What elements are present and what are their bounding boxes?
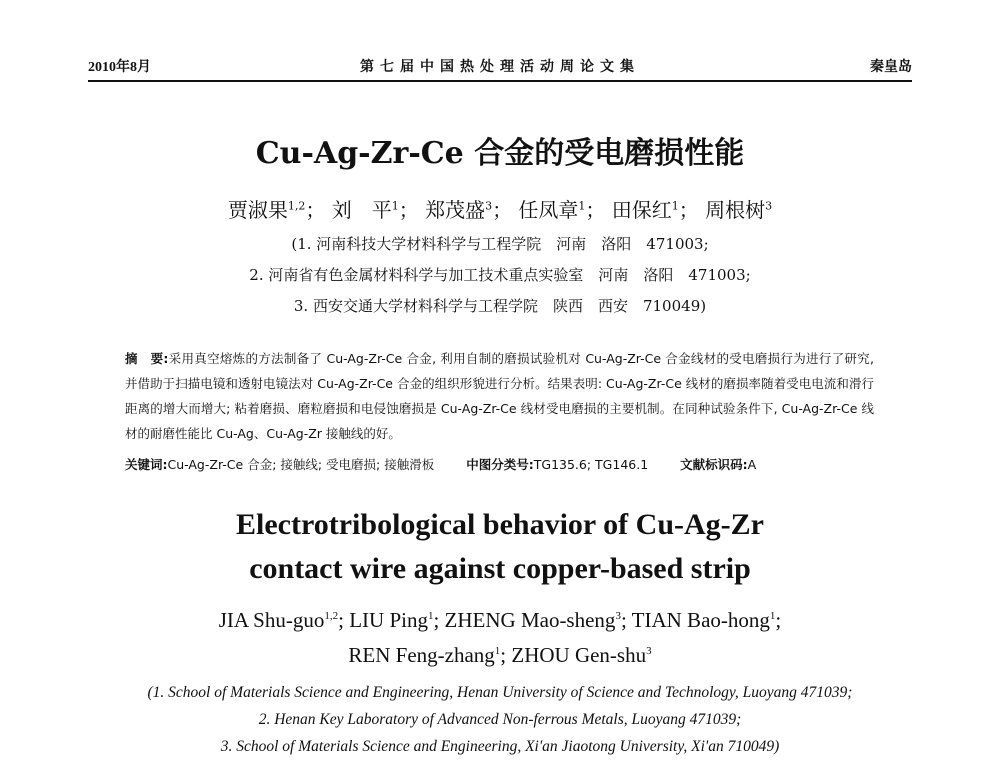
author-cn: 郑茂盛 — [425, 198, 486, 222]
author-en: ZHENG Mao-sheng — [444, 608, 616, 632]
keywords-text: Cu-Ag-Zr-Ce 合金; 接触线; 受电磨损; 接触滑板 — [167, 457, 435, 472]
authors-en-line1: JIA Shu-guo$^{1,2}$; LIU Ping$^1$; ZHENG Mao-sheng$^3$; TIAN Bao-hong$^1$; — [218, 608, 782, 632]
abstract-cn — [125, 346, 874, 446]
author-sup: 1 — [671, 199, 679, 213]
author-en: TIAN Bao-hong — [631, 608, 770, 632]
abstract-label: 摘 要: — [125, 351, 169, 366]
author-sup: 1,2 — [324, 610, 339, 622]
author-sup: 3 — [615, 610, 621, 622]
author-en: LIU Ping — [349, 608, 428, 632]
affiliation-en-2: 2. Henan Key Laboratory of Advanced Non-ferrous Metals, Luoyang 471039; — [258, 711, 742, 728]
author-sup: 1 — [494, 645, 501, 657]
author-cn: 周根树 — [705, 198, 766, 222]
author-sup: 3 — [765, 199, 773, 213]
abstract-text: 采用真空熔炼的方法制备了 Cu-Ag-Zr-Ce 合金, 利用自制的磨损试验机对 Cu-Ag-Zr-Ce 合金线材的受电磨损行为进行了研究, 并借助于扫描电镜和透射电镜法对 Cu-Ag-Zr-Ce 合金的组织形貌进行分析。结果表明: Cu-Ag-Zr-Ce 线材的磨损率随着受电电流和滑行距离的增大而增大; 粘着磨损、磨粒磨损和电侵蚀磨损是 Cu-Ag-Zr-Ce 线材受电磨损的主要机制。在同种试验条件下, Cu-Ag-Zr-Ce 线材的耐磨性能比 Cu-Ag、Cu-Ag-Zr 接触线的好。 — [125, 351, 874, 441]
authors-cn: 贾淑果$^{1,2}$； 刘 平$^1$； 郑茂盛$^3$； 任凤章$^1$； 田保红$^1$； 周根树$^3$ — [227, 198, 773, 222]
header-rule — [88, 80, 912, 82]
author-sup: 3 — [485, 199, 493, 213]
doc-code-label: 文献标识码: — [680, 457, 748, 472]
header-proceedings-title: 第七届中国热处理活动周论文集 — [360, 59, 640, 75]
clc-label: 中图分类号: — [466, 457, 534, 472]
author-cn: 田保红 — [611, 198, 672, 222]
author-sup: 1 — [391, 199, 399, 213]
keywords-label: 关键词: — [125, 457, 168, 472]
author-cn: 贾淑果 — [227, 198, 288, 222]
authors-en-line2: REN Feng-zhang$^1$; ZHOU Gen-shu$^3$ — [348, 643, 652, 667]
affiliation-cn-1: (1. 河南科技大学材料科学与工程学院 河南 洛阳 471003; — [291, 235, 709, 253]
affiliation-en-3: 3. School of Materials Science and Engineering, Xi'an Jiaotong University, Xi'an 710049) — [220, 738, 780, 755]
doc-code: A — [747, 457, 757, 472]
author-sup: 1 — [427, 610, 434, 622]
paper-title-en-line2: contact wire against copper-based strip — [249, 552, 751, 585]
author-sup: 1 — [578, 199, 586, 213]
author-en: JIA Shu-guo — [218, 608, 325, 632]
paper-title-cn: Cu-Ag-Zr-Ce 合金的受电磨损性能 — [255, 136, 745, 171]
author-en: ZHOU Gen-shu — [511, 643, 647, 667]
author-sup: 1 — [769, 610, 776, 622]
author-sup: 1,2 — [287, 199, 306, 213]
keywords-line — [125, 455, 880, 473]
affiliation-en-1: (1. School of Materials Science and Engineering, Henan University of Science and Technology, Luoyang 471039; — [147, 684, 853, 701]
author-cn: 任凤章 — [518, 198, 579, 222]
header-city: 秦皇岛 — [870, 59, 912, 75]
affiliation-cn-3: 3. 西安交通大学材料科学与工程学院 陕西 西安 710049) — [293, 297, 707, 315]
clc-code: TG135.6; TG146.1 — [533, 457, 649, 472]
author-cn: 刘 平 — [331, 198, 392, 222]
paper-title-en-line1: Electrotribological behavior of Cu-Ag-Zr — [236, 508, 764, 541]
author-sup: 3 — [646, 645, 652, 657]
header-date: 2010年8月 — [88, 60, 151, 75]
running-header — [88, 56, 912, 78]
author-en: REN Feng-zhang — [348, 643, 495, 667]
affiliation-cn-2: 2. 河南省有色金属材料科学与加工技术重点实验室 河南 洛阳 471003; — [249, 266, 751, 284]
